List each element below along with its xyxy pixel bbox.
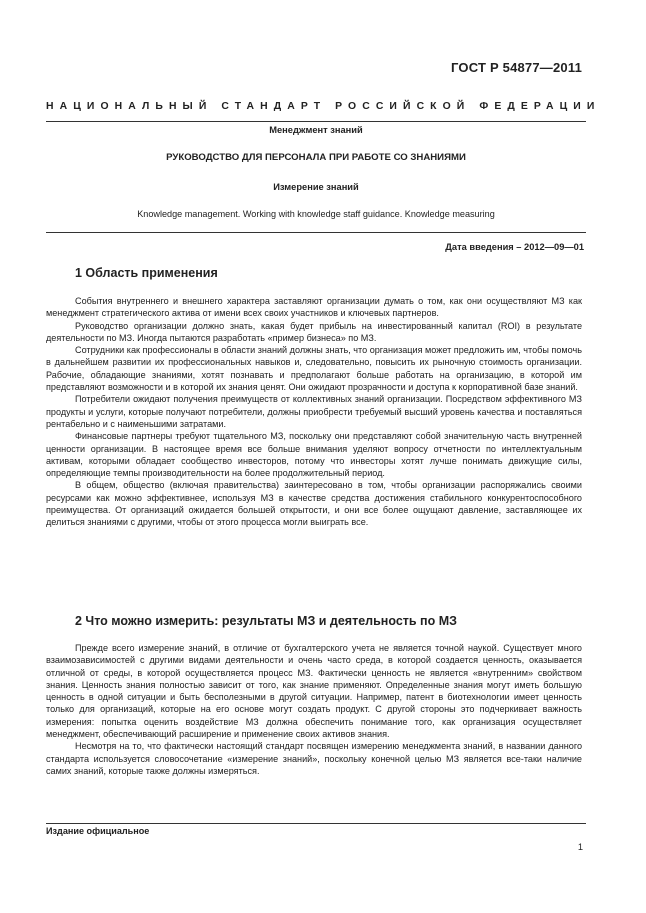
sub-title: Измерение знаний [273,182,359,192]
paragraph: Несмотря на то, что фактически настоящий стандарт посвящен измерению менеджмента знаний, в названии данного стандарта используется словосочетание «измерение знаний», поскольку конечной целью МЗ является все-таки наличие самих знаний, которые также должны измеряться. [46,741,582,776]
national-standard-banner: НАЦИОНАЛЬНЫЙ СТАНДАРТ РОССИЙСКОЙ ФЕДЕРАЦИИ [46,101,601,112]
paragraph: Потребители ожидают получения преимуществ от коллективных знаний организации. Посредством эффективного МЗ продукты и услуги, которые получают потребители, должны приобрести требуемый высший уровень качества и поставляться рентабельно и с наименьшими затратами. [46,394,582,429]
paragraph: Сотрудники как профессионалы в области знаний должны знать, что организация может предложить им, чтобы помочь в дальнейшем развитии их профессиональных навыков и, следовательно, повысить их рыночную стоимость организации. Рабочие, обладающие знаниями, хотят познавать и предполагают больше работать на организацию, в которой им представляют возможности и в которой их знания ценят. Они ожидают прозрачности и доступа к корпоративной базе знаний. [46,345,582,393]
section-body-what-to-measure [46,642,582,777]
paragraph: Прежде всего измерение знаний, в отличие от бухгалтерского учета не является точной наукой. Существует много взаимозависимостей с другими видами деятельности и очень часто среда, в которой создается ценность, оказывается отличной от среды, в которой осуществляется процесс МЗ. Фактически ценность не является «внутренним» свойством знания. Ценность знания полностью зависит от того, как знание применяют. Определенные знания могут иметь большую ценность в одной ситуации и быть бесполезными в другой ситуации. Например, патент в биотехнологии имеет ценность только для организаций, которые на его основе могут создать продукт. С другой стороны это подчеркивает важность измерения: попытка оценить воздействие МЗ должна обеспечить понимание того, как организация осуществляет менеджмент, обеспечивающий расширение и применение своих активов знания. [46,643,582,740]
edition-label: Издание официальное [46,826,150,836]
section-heading-scope: 1 Область применения [75,266,218,280]
title-divider [46,232,586,233]
english-title: Knowledge management. Working with knowledge staff guidance. Knowledge measuring [137,209,495,219]
footer-divider [46,823,586,824]
main-title: РУКОВОДСТВО ДЛЯ ПЕРСОНАЛА ПРИ РАБОТЕ СО ЗНАНИЯМИ [166,152,466,163]
introduction-date: Дата введения – 2012—09—01 [445,242,584,252]
section-heading-what-to-measure: 2 Что можно измерить: результаты МЗ и деятельность по МЗ [75,614,457,628]
header-divider [46,121,586,122]
section-body-scope [46,295,582,529]
paragraph: Финансовые партнеры требуют тщательного МЗ, поскольку они представляют собой значительную часть внутренней ценности организации. В настоящее время все больше внимания уделяют вопросу отчетности по интеллектуальным активам, которыми обладает сообщество инвесторов, потому что инвесторы хотят лучше понимать движущие силы, определяющие темпы производительности на более продолжительный период. [46,431,582,479]
standard-code: ГОСТ Р 54877—2011 [451,60,582,75]
paragraph: Руководство организации должно знать, какая будет прибыль на инвестированный капитал (ROI) в результате деятельности по МЗ. Иногда пытаются разработать «пример бизнеса» по МЗ. [46,320,582,343]
paragraph: События внутреннего и внешнего характера заставляют организации думать о том, как они осуществляют МЗ как менеджмент стратегического актива от имени всех своих участников и ключевых партнеров. [46,296,582,319]
paragraph: В общем, общество (включая правительства) заинтересовано в том, чтобы организации распоряжались своими ресурсами как можно эффективнее, используя МЗ в качестве средства достижения стабильного конкурентоспособного преимущества. От организаций ожидается большей открытости, и они все более ощущают давление, заставляющее их делиться знаниями с другими, чтобы от этого процесса могли выиграть все. [46,480,582,528]
subject-title: Менеджмент знаний [269,125,363,135]
page-number: 1 [577,842,583,852]
